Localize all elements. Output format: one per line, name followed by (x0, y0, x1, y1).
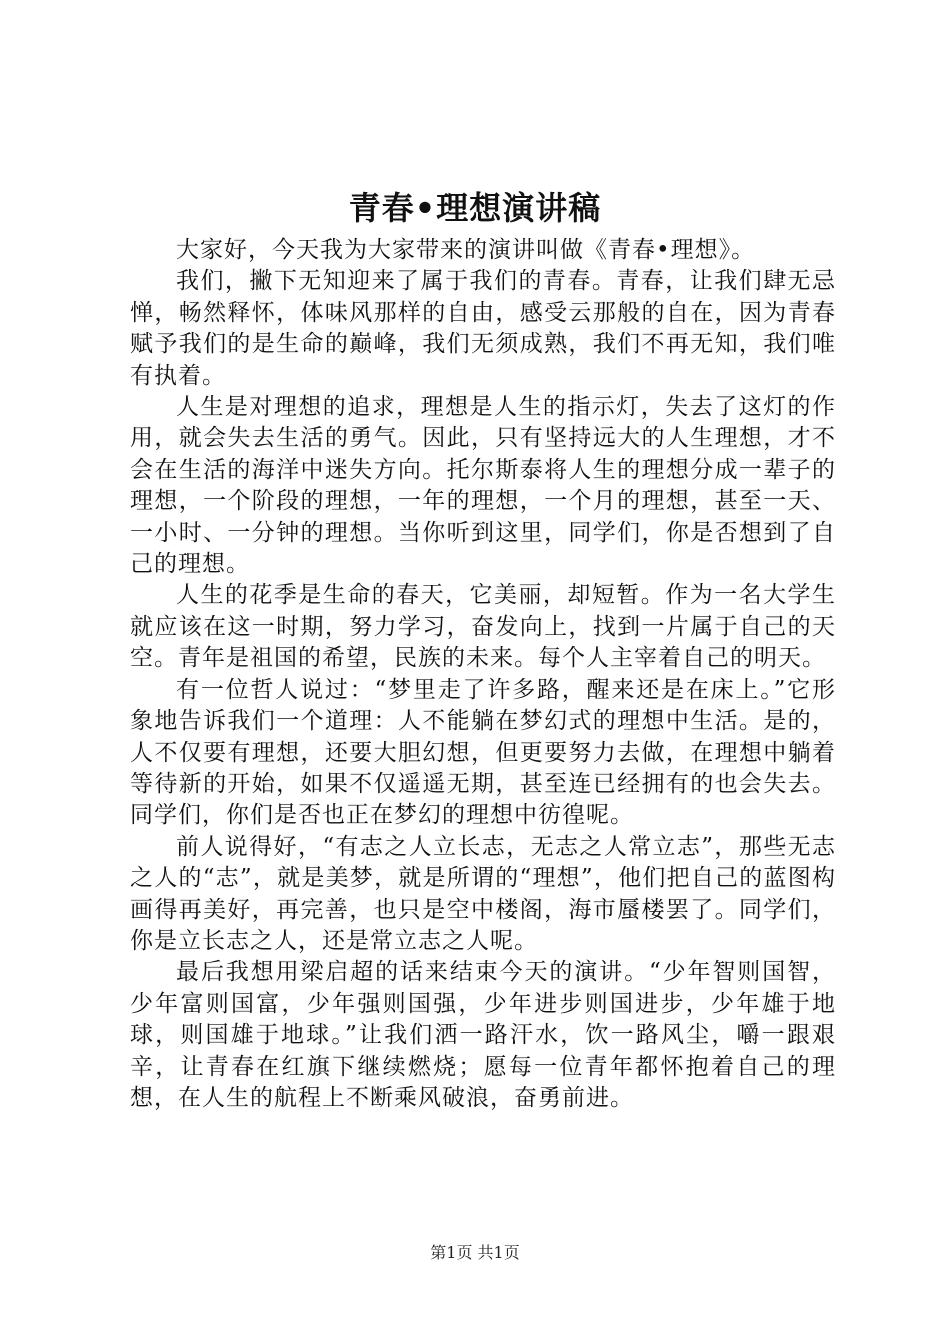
paragraph-spring: 人生的花季是生命的春天，它美丽，却短暂。作为一名大学生就应该在这一时期，努力学习，奋发向上，找到一片属于自己的天空。青年是祖国的希望，民族的未来。每个人主宰着自己的明天。 (130, 582, 836, 672)
document-body (130, 235, 836, 1114)
paragraph-conclusion: 最后我想用梁启超的话来结束今天的演讲。“少年智则国智，少年富则国富，少年强则国强，少年进步则国进步，少年雄于地球，则国雄于地球。”让我们洒一路汗水，饮一路风尘，嚼一跟艰辛，让青春在红旗下继续燃烧；愿每一位青年都怀抱着自己的理想，在人生的航程上不断乘风破浪，奋勇前进。 (130, 959, 836, 1111)
page-number-footer: 第1页 共1页 (430, 1243, 520, 1262)
paragraph-ideal: 人生是对理想的追求，理想是人生的指示灯，失去了这灯的作用，就会失去生活的勇气。因此，只有坚持远大的人生理想，才不会在生活的海洋中迷失方向。托尔斯泰将人生的理想分成一辈子的理想，一个阶段的理想，一年的理想，一个月的理想，甚至一天、一小时、一分钟的理想。当你听到这里，同学们，你是否想到了自己的理想。 (130, 394, 836, 578)
paragraph-philosopher: 有一位哲人说过：“梦里走了许多路，醒来还是在床上。”它形象地告诉我们一个道理：人不能躺在梦幻式的理想中生活。是的，人不仅要有理想，还要大胆幻想，但更要努力去做，在理想中躺着等待新的开始，如果不仅遥遥无期，甚至连已经拥有的也会失去。同学们，你们是否也正在梦幻的理想中彷徨呢。 (130, 676, 836, 829)
paragraph-youth: 我们，撇下无知迎来了属于我们的青春。青春，让我们肆无忌惮，畅然释怀，体味风那样的自由，感受云那般的自在，因为青春赋予我们的是生命的巅峰，我们无须成熟，我们不再无知，我们唯有执着。 (130, 268, 836, 389)
paragraph-ambition: 前人说得好，“有志之人立长志，无志之人常立志”，那些无志之人的“志”，就是美梦，就是所谓的“理想”，他们把自己的蓝图构画得再美好，再完善，也只是空中楼阁，海市蜃楼罢了。同学们，你是立长志之人，还是常立志之人呢。 (130, 833, 836, 954)
paragraph-greeting: 大家好，今天我为大家带来的演讲叫做《青春•理想》。 (176, 237, 756, 263)
document-title: 青春•理想演讲稿 (348, 189, 602, 227)
